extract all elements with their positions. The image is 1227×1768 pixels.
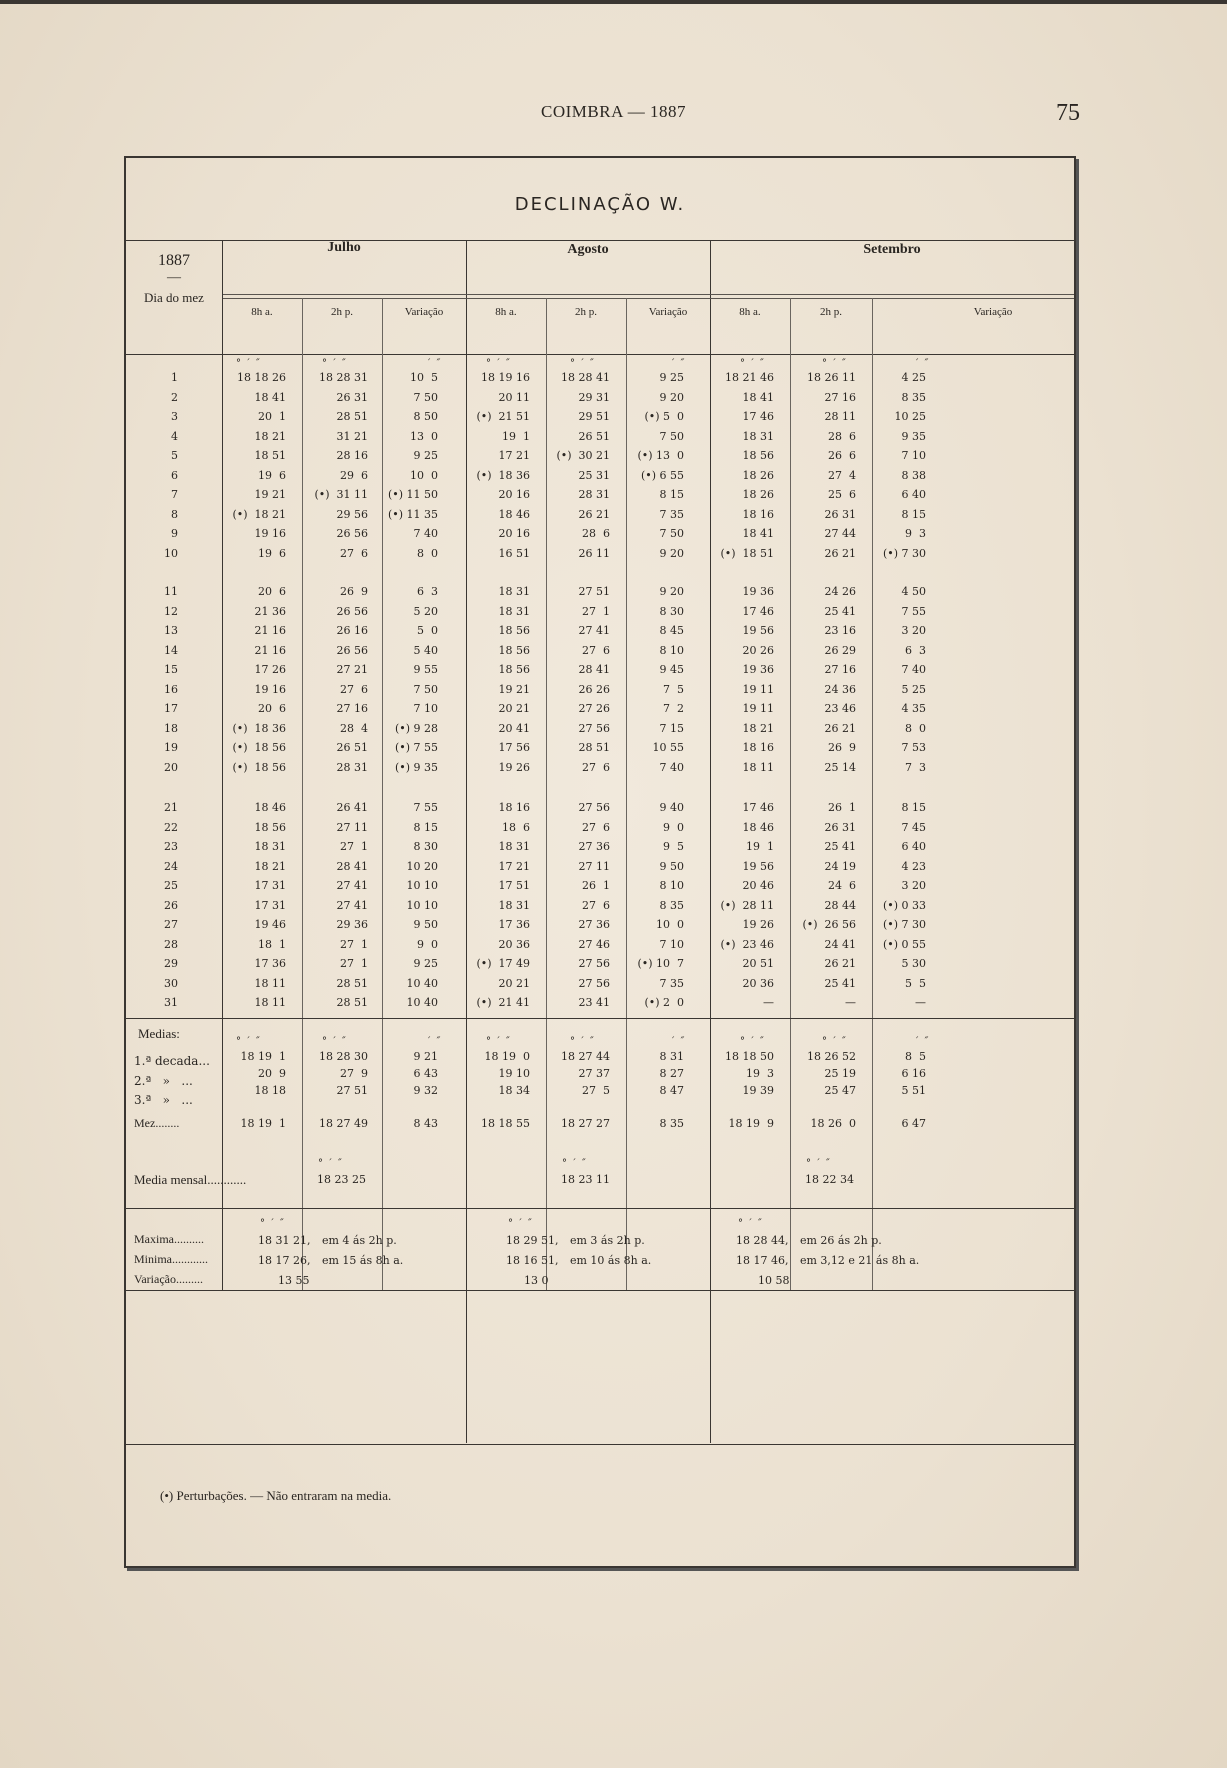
agosto-variacao: 9 20 8 30 8 45 8 10 9 45 7 5 7 2 7 15 10 55 7 40	[652, 585, 684, 774]
julho-min-value: 18 17 26,	[258, 1254, 311, 1267]
minima-label: Minima............	[134, 1252, 208, 1266]
julho-means-2p: 18 28 30 27 9 27 51	[319, 1050, 368, 1097]
units-label: ° ′ ″	[318, 1158, 342, 1169]
julho-2p: 26 9 26 56 26 16 26 56 27 21 27 6 27 16 28 4 26 51 28 31	[336, 585, 368, 774]
julho-2p: 18 28 31 26 31 28 51 31 21 28 16 29 6 (•) 31 11 29 56 26 56 27 6	[314, 371, 368, 560]
media-mensal-label: Media mensal............	[134, 1172, 247, 1187]
units-label: ° ′ ″	[322, 1036, 346, 1047]
agosto-media-mensal: 18 23 11	[561, 1173, 610, 1186]
agosto-means-8a: 18 19 0 19 10 18 34	[484, 1050, 530, 1097]
setembro-variacao: 4 25 8 35 10 25 9 35 7 10 8 38 6 40 8 15 9 3 (•) 7 30	[882, 371, 926, 560]
setembro-max-when: em 26 ás 2h p.	[800, 1234, 882, 1247]
setembro-min-when: em 3,12 e 21 ás 8h a.	[800, 1254, 920, 1267]
units-label: ′ ″	[672, 358, 685, 369]
julho-means-8a: 18 19 1 20 9 18 18	[240, 1050, 286, 1097]
julho-mez-2p: 18 27 49	[319, 1117, 368, 1130]
subhead-2p: 2h p.	[331, 306, 353, 318]
units-label: ° ′ ″	[322, 358, 346, 369]
units-label: ° ′ ″	[570, 1036, 594, 1047]
julho-max-value: 18 31 21,	[258, 1234, 311, 1247]
julho-max-when: em 4 ás 2h p.	[322, 1234, 397, 1247]
subhead-8a: 8h a.	[251, 306, 273, 318]
month-julho: Julho	[327, 240, 361, 255]
rule	[126, 1208, 1074, 1209]
setembro-means-2p: 18 26 52 25 19 25 47	[807, 1050, 856, 1097]
day-numbers: 21 22 23 24 25 26 27 28 29 30 31	[164, 801, 178, 1009]
agosto-2p: 18 28 41 29 31 29 51 26 51 (•) 30 21 25 31 28 31 26 21 28 6 26 11	[556, 371, 610, 560]
agosto-mez-variacao: 8 35	[659, 1117, 684, 1130]
julho-variacao: 7 55 8 15 8 30 10 20 10 10 10 10 9 50 9 0 9 25 10 40 10 40	[406, 801, 438, 1009]
units-label: ′ ″	[916, 358, 929, 369]
subhead-variacao: Variação	[973, 306, 1013, 318]
julho-variacao: 6 3 5 20 5 0 5 40 9 55 7 50 7 10 (•) 9 28 (•) 7 55 (•) 9 35	[394, 585, 438, 774]
units-label: ° ′ ″	[236, 358, 260, 369]
variacao-label: Variação.........	[134, 1272, 203, 1286]
agosto-mez-8a: 18 18 55	[481, 1117, 530, 1130]
subhead-8a: 8h a.	[739, 306, 761, 318]
agosto-variacao: 13 0	[524, 1274, 549, 1287]
top-border	[0, 0, 1227, 4]
julho-min-when: em 15 ás 8h a.	[322, 1254, 404, 1267]
agosto-min-value: 18 16 51,	[506, 1254, 559, 1267]
setembro-2p: 18 26 11 27 16 28 11 28 6 26 6 27 4 25 6 26 31 27 44 26 21	[807, 371, 856, 560]
julho-variacao: 13 55	[278, 1274, 310, 1287]
dash: —	[167, 270, 181, 285]
agosto-mez-2p: 18 27 27	[561, 1117, 610, 1130]
setembro-2p: 24 26 25 41 23 16 26 29 27 16 24 36 23 46 26 21 26 9 25 14	[824, 585, 856, 774]
subhead-2p: 2h p.	[820, 306, 842, 318]
agosto-variacao: 9 40 9 0 9 5 9 50 8 10 8 35 10 0 7 10 (•) 10 7 7 35 (•) 2 0	[637, 801, 684, 1009]
units-label: ° ′ ″	[486, 358, 510, 369]
month-agosto: Agosto	[567, 242, 609, 257]
setembro-min-value: 18 17 46,	[736, 1254, 789, 1267]
day-numbers: 11 12 13 14 15 16 17 18 19 20	[164, 585, 178, 774]
rule	[126, 1444, 1074, 1445]
agosto-8a: 18 19 16 20 11 (•) 21 51 19 1 17 21 (•) 18 36 20 16 18 46 20 16 16 51	[476, 371, 530, 560]
units-label: ° ′ ″	[738, 1218, 762, 1229]
subhead-8a: 8h a.	[495, 306, 517, 318]
julho-8a: 20 6 21 36 21 16 21 16 17 26 19 16 20 6 (•) 18 36 (•) 18 56 (•) 18 56	[232, 585, 286, 774]
mez-label: Mez........	[134, 1116, 180, 1130]
units-label: ′ ″	[428, 1036, 441, 1047]
agosto-2p: 27 51 27 1 27 41 27 6 28 41 26 26 27 26 27 56 28 51 27 6	[578, 585, 610, 774]
page-number: 75	[1056, 100, 1080, 126]
setembro-mez-8a: 18 19 9	[728, 1117, 774, 1130]
table-title: DECLINAÇÃO W.	[514, 194, 686, 215]
maxima-label: Maxima..........	[134, 1232, 204, 1246]
decade-labels: 1.ª decada... 2.ª » ... 3.ª » ...	[134, 1054, 210, 1107]
month-setembro: Setembro	[863, 242, 921, 257]
agosto-8a: 18 31 18 31 18 56 18 56 18 56 19 21 20 21 20 41 17 56 19 26	[498, 585, 530, 774]
rule	[126, 354, 1074, 355]
units-label: ′ ″	[916, 1036, 929, 1047]
subhead-variacao: Variação	[648, 306, 688, 318]
setembro-variacao: 8 15 7 45 6 40 4 23 3 20 (•) 0 33 (•) 7 30 (•) 0 55 5 30 5 5 —	[882, 801, 926, 1009]
setembro-2p: 26 1 26 31 25 41 24 19 24 6 28 44 (•) 26 56 24 41 26 21 25 41 —	[802, 801, 856, 1009]
year-label: 1887	[158, 252, 190, 269]
julho-mez-variacao: 8 43	[413, 1117, 438, 1130]
rule	[126, 1018, 1074, 1019]
units-label: ° ′ ″	[260, 1218, 284, 1229]
setembro-variacao: 10 58	[758, 1274, 790, 1287]
units-label: ° ′ ″	[740, 358, 764, 369]
agosto-min-when: em 10 ás 8h a.	[570, 1254, 652, 1267]
setembro-media-mensal: 18 22 34	[805, 1173, 854, 1186]
units-label: ° ′ ″	[822, 1036, 846, 1047]
agosto-means-2p: 18 27 44 27 37 27 5	[561, 1050, 610, 1097]
rule	[223, 298, 1074, 299]
units-label: ° ′ ″	[236, 1036, 260, 1047]
setembro-8a: 17 46 18 46 19 1 19 56 20 46 (•) 28 11 19 26 (•) 23 46 20 51 20 36 —	[720, 801, 774, 1009]
agosto-max-value: 18 29 51,	[506, 1234, 559, 1247]
footnote: (•) Perturbações. — Não entraram na media.	[160, 1488, 392, 1503]
row-header: Dia do mez	[144, 290, 204, 305]
units-label: ° ′ ″	[508, 1218, 532, 1229]
day-numbers: 1 2 3 4 5 6 7 8 9 10	[164, 371, 178, 560]
units-label: ° ′ ″	[822, 358, 846, 369]
medias-label: Medias:	[138, 1026, 180, 1041]
declination-table	[124, 156, 1076, 1568]
agosto-variacao: 9 25 9 20 (•) 5 0 7 50 (•) 13 0 (•) 6 55 8 15 7 35 7 50 9 20	[637, 371, 684, 560]
julho-2p: 26 41 27 11 27 1 28 41 27 41 27 41 29 36 27 1 27 1 28 51 28 51	[336, 801, 368, 1009]
units-label: ′ ″	[428, 358, 441, 369]
agosto-2p: 27 56 27 6 27 36 27 11 26 1 27 6 27 36 27 46 27 56 27 56 23 41	[578, 801, 610, 1009]
units-label: ° ′ ″	[740, 1036, 764, 1047]
setembro-8a: 19 36 17 46 19 56 20 26 19 36 19 11 19 11 18 21 18 16 18 11	[742, 585, 774, 774]
julho-variacao: 10 5 7 50 8 50 13 0 9 25 10 0 (•) 11 50 (•) 11 35 7 40 8 0	[387, 371, 438, 560]
rule	[126, 1290, 1074, 1291]
julho-mez-8a: 18 19 1	[240, 1117, 286, 1130]
units-label: ° ′ ″	[486, 1036, 510, 1047]
setembro-variacao: 4 50 7 55 3 20 6 3 7 40 5 25 4 35 8 0 7 53 7 3	[901, 585, 926, 774]
setembro-max-value: 18 28 44,	[736, 1234, 789, 1247]
units-label: ° ′ ″	[806, 1158, 830, 1169]
julho-media-mensal: 18 23 25	[317, 1173, 366, 1186]
subhead-variacao: Variação	[404, 306, 444, 318]
julho-8a: 18 18 26 18 41 20 1 18 21 18 51 19 6 19 21 (•) 18 21 19 16 19 6	[232, 371, 286, 560]
units-label: ′ ″	[672, 1036, 685, 1047]
setembro-mez-variacao: 6 47	[901, 1117, 926, 1130]
setembro-mez-2p: 18 26 0	[810, 1117, 856, 1130]
units-label: ° ′ ″	[570, 358, 594, 369]
julho-means-variacao: 9 21 6 43 9 32	[413, 1050, 438, 1097]
setembro-8a: 18 21 46 18 41 17 46 18 31 18 56 18 26 18 26 18 16 18 41 (•) 18 51	[720, 371, 774, 560]
setembro-means-8a: 18 18 50 19 3 19 39	[725, 1050, 774, 1097]
agosto-max-when: em 3 ás 2h p.	[570, 1234, 645, 1247]
agosto-8a: 18 16 18 6 18 31 17 21 17 51 18 31 17 36 20 36 (•) 17 49 20 21 (•) 21 41	[476, 801, 530, 1009]
agosto-means-variacao: 8 31 8 27 8 47	[659, 1050, 684, 1097]
julho-8a: 18 46 18 56 18 31 18 21 17 31 17 31 19 46 18 1 17 36 18 11 18 11	[254, 801, 286, 1009]
rule	[223, 294, 1074, 295]
running-title: COIMBRA — 1887	[541, 102, 686, 121]
setembro-means-variacao: 8 5 6 16 5 51	[901, 1050, 926, 1097]
subhead-2p: 2h p.	[575, 306, 597, 318]
units-label: ° ′ ″	[562, 1158, 586, 1169]
